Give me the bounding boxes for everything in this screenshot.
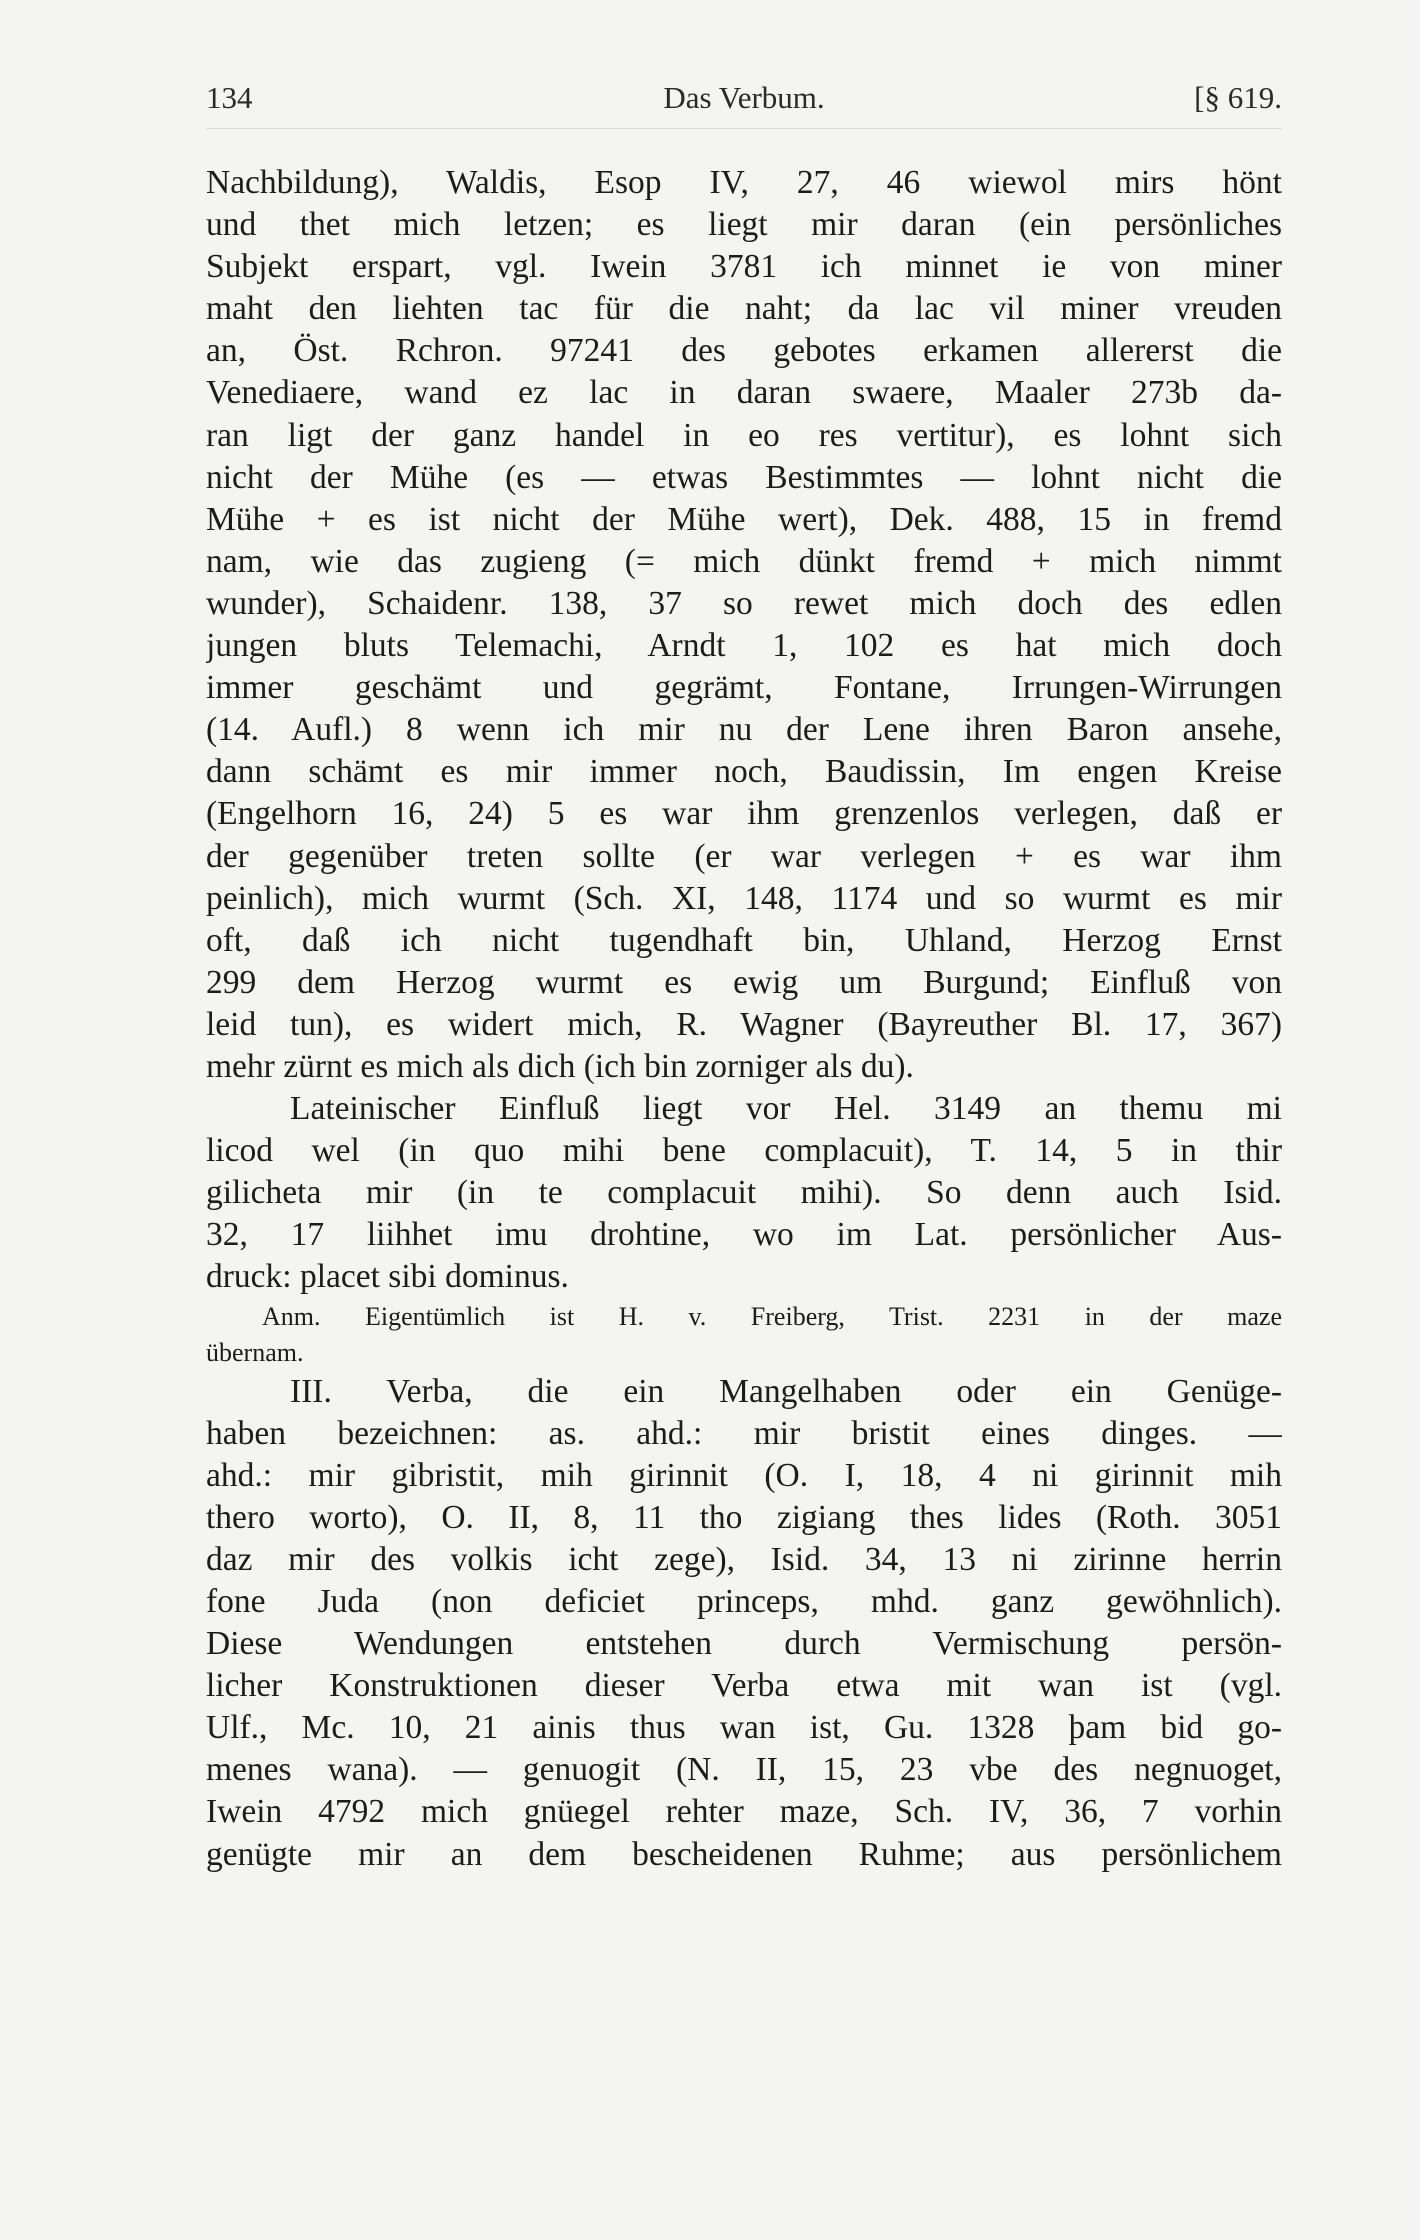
note-line: Anm. Eigentümlich ist H. v. Freiberg, Trist. 2231 in der maze bbox=[262, 1301, 1282, 1331]
text-line: maht den liehten tac für die naht; da lac vil miner vreuden bbox=[206, 290, 1282, 328]
text-line: (Engelhorn 16, 24) 5 es war ihm grenzenlos verlegen, daß er bbox=[206, 795, 1282, 833]
text-line: wunder), Schaidenr. 138, 37 so rewet mich doch des edlen bbox=[206, 584, 1282, 622]
text-line: gilicheta mir (in te complacuit mihi). So denn auch Isid. bbox=[206, 1174, 1282, 1212]
text-line: licher Konstruktionen dieser Verba etwa mit wan ist (vgl. bbox=[206, 1667, 1282, 1705]
text-line: Diese Wendungen entstehen durch Vermischung persön- bbox=[206, 1625, 1282, 1663]
body-text bbox=[206, 162, 1282, 1876]
text-line: daz mir des volkis icht zege), Isid. 34, 13 ni zirinne herrin bbox=[206, 1540, 1282, 1578]
text-line: peinlich), mich wurmt (Sch. XI, 148, 1174 und so wurmt es mir bbox=[206, 879, 1282, 917]
text-line: und thet mich letzen; es liegt mir daran (ein persönliches bbox=[206, 206, 1282, 244]
text-line: immer geschämt und gegrämt, Fontane, Irrungen-Wirrungen bbox=[206, 669, 1282, 707]
section-marker: [§ 619. bbox=[1194, 80, 1282, 115]
text-line: menes wana). — genuogit (N. II, 15, 23 vbe des negnuoget, bbox=[206, 1751, 1282, 1789]
text-line: genügte mir an dem bescheidenen Ruhme; aus persönlichem bbox=[206, 1835, 1282, 1873]
text-line: licod wel (in quo mihi bene complacuit), T. 14, 5 in thir bbox=[206, 1132, 1282, 1170]
text-line: jungen bluts Telemachi, Arndt 1, 102 es hat mich doch bbox=[206, 627, 1282, 665]
text-line: der gegenüber treten sollte (er war verlegen + es war ihm bbox=[206, 837, 1282, 875]
text-line: oft, daß ich nicht tugendhaft bin, Uhland, Herzog Ernst bbox=[206, 921, 1282, 959]
running-header bbox=[206, 80, 1282, 130]
page-number: 134 bbox=[206, 80, 253, 115]
text-line: nicht der Mühe (es — etwas Bestimmtes — lohnt nicht die bbox=[206, 458, 1282, 496]
text-line: Iwein 4792 mich gnüegel rehter maze, Sch. IV, 36, 7 vorhin bbox=[206, 1793, 1282, 1831]
text-line: Ulf., Mc. 10, 21 ainis thus wan ist, Gu. 1328 þam bid go- bbox=[206, 1709, 1282, 1747]
text-line: 32, 17 liihhet imu drohtine, wo im Lat. persönlicher Aus- bbox=[206, 1216, 1282, 1254]
text-line: ahd.: mir gibristit, mih girinnit (O. I, 18, 4 ni girinnit mih bbox=[206, 1456, 1282, 1494]
text-line: dann schämt es mir immer noch, Baudissin, Im engen Kreise bbox=[206, 753, 1282, 791]
paragraph-start-line: Lateinischer Einfluß liegt vor Hel. 3149 an themu mi bbox=[290, 1090, 1282, 1128]
text-line: 299 dem Herzog wurmt es ewig um Burgund; Einfluß von bbox=[206, 963, 1282, 1001]
text-line: Mühe + es ist nicht der Mühe wert), Dek. 488, 15 in fremd bbox=[206, 500, 1282, 538]
text-line: nam, wie das zugieng (= mich dünkt fremd + mich nimmt bbox=[206, 542, 1282, 580]
header-divider bbox=[206, 128, 1282, 129]
note-end-line: übernam. bbox=[206, 1337, 304, 1367]
text-line: Subjekt erspart, vgl. Iwein 3781 ich minnet ie von miner bbox=[206, 248, 1282, 286]
running-head-title: Das Verbum. bbox=[663, 80, 825, 115]
paragraph-end-line: mehr zürnt es mich als dich (ich bin zorniger als du). bbox=[206, 1047, 914, 1085]
text-line: ran ligt der ganz handel in eo res vertitur), es lohnt sich bbox=[206, 416, 1282, 454]
text-line: fone Juda (non deficiet princeps, mhd. ganz gewöhnlich). bbox=[206, 1583, 1282, 1620]
text-line: thero worto), O. II, 8, 11 tho zigiang thes lides (Roth. 3051 bbox=[206, 1498, 1282, 1536]
text-line: Nachbildung), Waldis, Esop IV, 27, 46 wiewol mirs hönt bbox=[206, 164, 1282, 201]
text-line: an, Öst. Rchron. 97241 des gebotes erkamen allererst die bbox=[206, 332, 1282, 370]
paragraph-start-line: III. Verba, die ein Mangelhaben oder ein Genüge- bbox=[290, 1372, 1282, 1410]
text-line: Venediaere, wand ez lac in daran swaere, Maaler 273b da- bbox=[206, 374, 1282, 412]
text-line: haben bezeichnen: as. ahd.: mir bristit eines dinges. — bbox=[206, 1414, 1282, 1452]
text-line: leid tun), es widert mich, R. Wagner (Bayreuther Bl. 17, 367) bbox=[206, 1005, 1282, 1043]
text-line: (14. Aufl.) 8 wenn ich mir nu der Lene ihren Baron ansehe, bbox=[206, 711, 1282, 749]
paragraph-end-line: druck: placet sibi dominus. bbox=[206, 1258, 569, 1296]
